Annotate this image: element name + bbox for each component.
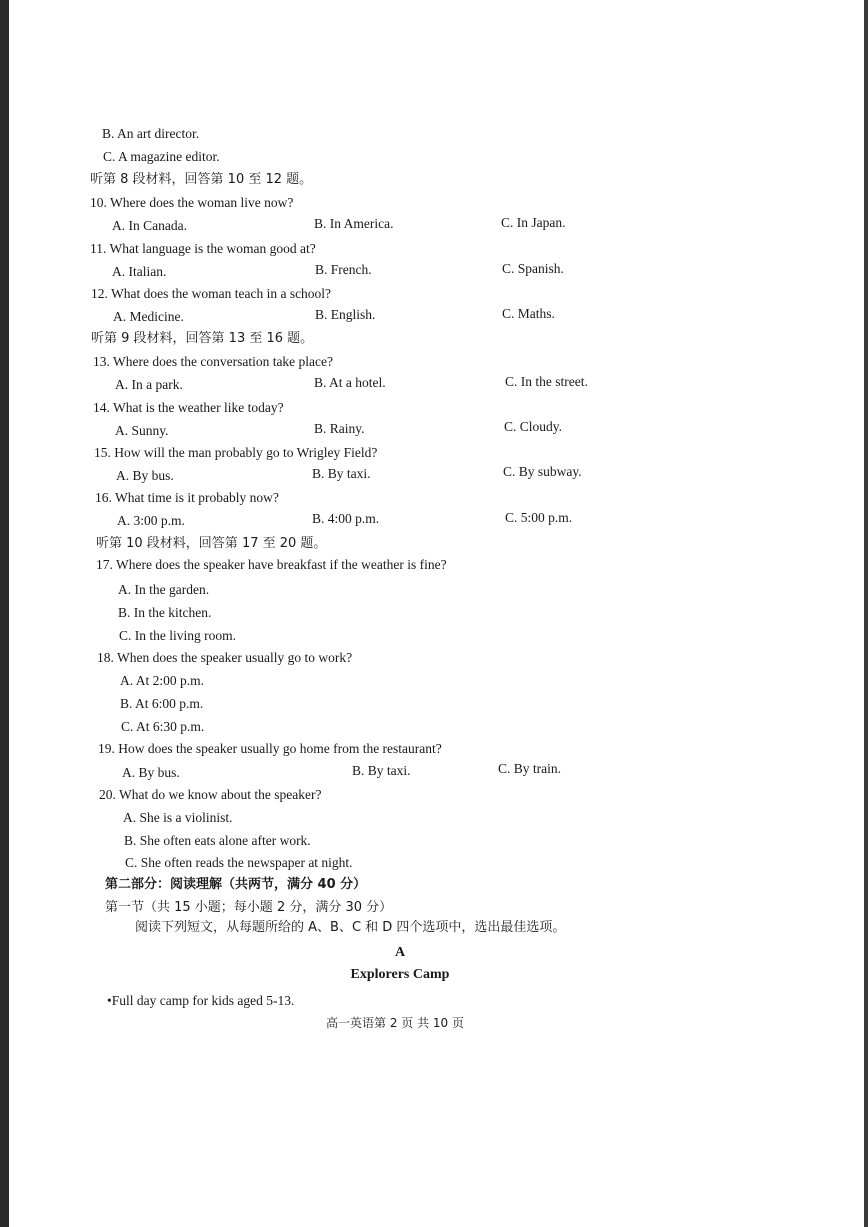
q15-option-a: A. By bus. bbox=[116, 468, 174, 483]
bullet-line: •Full day camp for kids aged 5-13. bbox=[107, 993, 295, 1008]
passage-title: Explorers Camp bbox=[350, 967, 450, 982]
q18-option-a: A. At 2:00 p.m. bbox=[120, 673, 205, 688]
question-14: 14. What is the weather like today? bbox=[93, 400, 284, 415]
q15-option-b: B. By taxi. bbox=[312, 466, 371, 481]
question-11: 11. What language is the woman good at? bbox=[90, 241, 316, 256]
q12-option-c: C. Maths. bbox=[502, 306, 555, 321]
option-b-prev: B. An art director. bbox=[102, 126, 200, 141]
q13-option-a: A. In a park. bbox=[115, 377, 183, 392]
q19-option-a: A. By bus. bbox=[122, 765, 180, 780]
q18-option-b: B. At 6:00 p.m. bbox=[120, 696, 204, 711]
q17-option-b: B. In the kitchen. bbox=[118, 605, 212, 620]
question-13: 13. Where does the conversation take place? bbox=[93, 354, 334, 369]
part-two-heading: 第二部分：阅读理解（共两节，满分 40 分） bbox=[105, 877, 367, 892]
reading-instructions: 阅读下列短文，从每题所给的 A、B、C 和 D 四个选项中，选出最佳选项。 bbox=[135, 920, 566, 935]
q20-option-c: C. She often reads the newspaper at night. bbox=[125, 855, 353, 870]
section-one-heading: 第一节（共 15 小题；每小题 2 分，满分 30 分） bbox=[105, 900, 393, 915]
scan-edge-left bbox=[0, 0, 9, 1227]
section-heading-10: 听第 10 段材料，回答第 17 至 20 题。 bbox=[96, 536, 327, 551]
q19-option-c: C. By train. bbox=[498, 761, 561, 776]
q13-option-b: B. At a hotel. bbox=[314, 375, 386, 390]
q10-option-b: B. In America. bbox=[314, 216, 394, 231]
scan-edge-right bbox=[864, 0, 868, 1227]
q16-option-a: A. 3:00 p.m. bbox=[117, 513, 185, 528]
q11-option-a: A. Italian. bbox=[112, 264, 167, 279]
question-19: 19. How does the speaker usually go home from the restaurant? bbox=[98, 741, 442, 756]
question-10: 10. Where does the woman live now? bbox=[90, 195, 294, 210]
q15-option-c: C. By subway. bbox=[503, 464, 582, 479]
question-17: 17. Where does the speaker have breakfast if the weather is fine? bbox=[96, 557, 447, 572]
q14-option-c: C. Cloudy. bbox=[504, 419, 563, 434]
q20-option-b: B. She often eats alone after work. bbox=[124, 833, 311, 848]
question-15: 15. How will the man probably go to Wrigley Field? bbox=[94, 445, 378, 460]
question-20: 20. What do we know about the speaker? bbox=[99, 787, 322, 802]
q17-option-c: C. In the living room. bbox=[119, 628, 236, 643]
page-footer: 高一英语第 2 页 共 10 页 bbox=[326, 1016, 464, 1030]
q13-option-c: C. In the street. bbox=[505, 374, 588, 389]
question-18: 18. When does the speaker usually go to work? bbox=[97, 650, 353, 665]
q10-option-a: A. In Canada. bbox=[112, 218, 187, 233]
q14-option-b: B. Rainy. bbox=[314, 421, 365, 436]
option-c-prev: C. A magazine editor. bbox=[103, 149, 220, 164]
q12-option-a: A. Medicine. bbox=[113, 309, 184, 324]
q16-option-c: C. 5:00 p.m. bbox=[505, 510, 573, 525]
q17-option-a: A. In the garden. bbox=[118, 582, 210, 597]
q18-option-c: C. At 6:30 p.m. bbox=[121, 719, 205, 734]
question-12: 12. What does the woman teach in a school? bbox=[91, 286, 332, 301]
passage-label: A bbox=[394, 945, 406, 960]
q10-option-c: C. In Japan. bbox=[501, 215, 566, 230]
section-heading-8: 听第 8 段材料，回答第 10 至 12 题。 bbox=[90, 172, 313, 187]
q20-option-a: A. She is a violinist. bbox=[123, 810, 233, 825]
q11-option-c: C. Spanish. bbox=[502, 261, 564, 276]
question-16: 16. What time is it probably now? bbox=[95, 490, 279, 505]
q19-option-b: B. By taxi. bbox=[352, 763, 411, 778]
q12-option-b: B. English. bbox=[315, 307, 376, 322]
q14-option-a: A. Sunny. bbox=[115, 423, 169, 438]
q11-option-b: B. French. bbox=[315, 262, 372, 277]
q16-option-b: B. 4:00 p.m. bbox=[312, 511, 380, 526]
section-heading-9: 听第 9 段材料，回答第 13 至 16 题。 bbox=[91, 331, 314, 346]
